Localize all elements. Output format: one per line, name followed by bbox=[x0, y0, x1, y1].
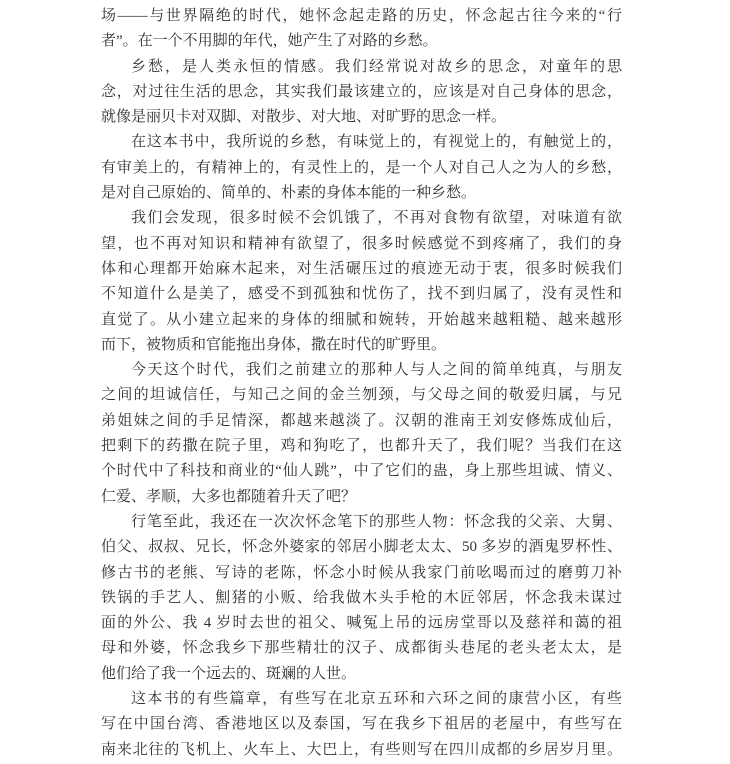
text-line: 体和心理都开始麻木起来，对生活碾压过的痕迹无动于衷，很多时候我们 bbox=[101, 260, 622, 277]
text-line: 弟姐妹之间的手足情深，都越来越淡了。汉朝的淮南王刘安修炼成仙后， bbox=[101, 412, 622, 429]
text-line: 乡愁，是人类永恒的情感。我们经常说对故乡的思念，对童年的思 bbox=[131, 58, 622, 75]
paragraph bbox=[101, 358, 622, 510]
text-line: 之间的坦诚信任，与知己之间的金兰刎颈，与父母之间的敬爱归属，与兄 bbox=[101, 387, 622, 404]
text-line: 这本书的有些篇章，有些写在北京五环和六环之间的康营小区，有些 bbox=[131, 691, 622, 708]
text-line: 有审美上的，有精神上的，有灵性上的，是一个人对自己人之为人的乡愁， bbox=[101, 159, 622, 176]
text-line: 者”。在一个不用脚的年代，她产生了对路的乡愁。 bbox=[101, 33, 438, 50]
text-line: 个时代中了科技和商业的“仙人跳”，中了它们的蛊，身上那些坦诚、情义、 bbox=[101, 463, 622, 480]
text-line: 把剩下的药撒在院子里，鸡和狗吃了，也都升天了，我们呢？当我们在这 bbox=[101, 438, 622, 455]
text-line: 我们会发现，很多时候不会饥饿了，不再对食物有欲望，对味道有欲 bbox=[131, 210, 622, 227]
text-line: 就像是丽贝卡对双脚、对散步、对大地、对旷野的思念一样。 bbox=[101, 109, 507, 126]
text-line: 面的外公、我 4 岁时去世的祖父、喊冤上吊的远房堂哥以及慈祥和蔼的祖 bbox=[101, 615, 622, 632]
page-text bbox=[101, 4, 622, 763]
text-line: 仁爱、孝顺，大多也都随着升天了吧？ bbox=[101, 488, 357, 505]
text-line: 在这本书中，我所说的乡愁，有味觉上的，有视觉上的，有触觉上的， bbox=[131, 134, 622, 151]
text-line: 伯父、叔叔、兄长，怀念外婆家的邻居小脚老太太、50 多岁的酒鬼罗杯性、 bbox=[101, 539, 622, 556]
text-line: 修古书的老熊、写诗的老陈，怀念小时候从我家门前吆喝而过的磨剪刀补 bbox=[101, 564, 622, 581]
paragraph bbox=[101, 4, 622, 55]
text-line: 望，也不再对知识和精神有欲望了，很多时候感觉不到疼痛了，我们的身 bbox=[101, 235, 622, 252]
text-line: 不知道什么是美了，感受不到孤独和忧伤了，找不到归属了，没有灵性和 bbox=[101, 286, 622, 303]
paragraph bbox=[101, 510, 622, 687]
paragraph bbox=[101, 130, 622, 206]
text-line: 写在中国台湾、香港地区以及泰国，写在我乡下祖居的老屋中，有些写在 bbox=[101, 716, 622, 733]
paragraph bbox=[101, 206, 622, 358]
text-line: 直觉了。从小建立起来的身体的细腻和婉转，开始越来越粗糙、越来越形 bbox=[101, 311, 622, 328]
text-line: 铁锅的手艺人、劁猪的小贩、给我做木头手枪的木匠邻居，怀念我未谋过 bbox=[101, 589, 622, 606]
text-line: 场——与世界隔绝的时代，她怀念起走路的历史，怀念起古往今来的“行 bbox=[101, 8, 622, 24]
text-line: 念，对过往生活的思念，其实我们最该建立的，应该是对自己身体的思念， bbox=[101, 83, 622, 100]
text-line: 行笔至此，我还在一次次怀念笔下的那些人物：怀念我的父亲、大舅、 bbox=[131, 513, 622, 530]
text-line: 而下，被物质和官能拖出身体，撒在时代的旷野里。 bbox=[101, 336, 447, 353]
text-line: 他们给了我一个远去的、斑斓的人世。 bbox=[101, 665, 357, 682]
text-line: 今天这个时代，我们之前建立的那种人与人之间的简单纯真，与朋友 bbox=[131, 362, 622, 379]
paragraph bbox=[101, 55, 622, 131]
text-line: 南来北往的飞机上、火车上、大巴上，有些则写在四川成都的乡居岁月里。 bbox=[101, 741, 622, 758]
paragraph bbox=[101, 687, 622, 763]
text-line: 是对自己原始的、简单的、朴素的身体本能的一种乡愁。 bbox=[101, 185, 477, 202]
text-line: 母和外婆，怀念我乡下那些精壮的汉子、成都街头巷尾的老头老太太，是 bbox=[101, 640, 622, 657]
